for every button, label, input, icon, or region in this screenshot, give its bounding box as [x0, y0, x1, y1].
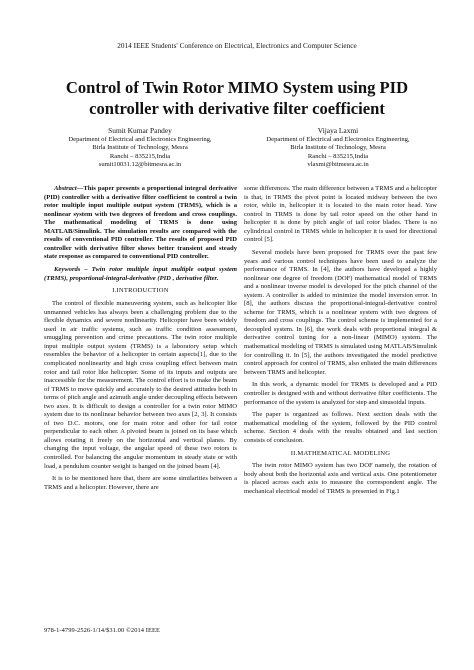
keywords: Keywords – Twin rotor multiple input multiple output system (TRMS), proportional-integral-derivative (PID , derivative filter.: [44, 266, 237, 282]
paragraph: In this work, a dynamic model for TRMS is developed and a PID controller is designed with and without derivative filter coefficients. The performance of the system is analyzed for step and sinusoidal inputs.: [244, 381, 437, 406]
right-column: [244, 185, 437, 501]
author-email: vlaxmi@bitmesra.ac.in: [307, 160, 369, 168]
author-city: Ranchi – 835215,India: [109, 152, 171, 160]
left-column: [44, 185, 237, 497]
abstract-label: Abstract: [54, 185, 77, 192]
author-block-1: [40, 127, 240, 169]
abstract-text: —This paper presents a proportional integral derivative (PID) controller with a derivative filter coefficient to control a twin rotor multiple input multiple output system (TRMS), which is a nonlinear system with two degrees of freedom and cross couplings. The mathematical modeling of TRMS is done using MATLAB/Simulink. The simulation results are compared with the results of conventional PID controller. The results of proposed PID controller with derivative filter shows better transient and steady state response as compared to conventional PID controller.: [44, 185, 237, 261]
abstract: [44, 185, 237, 262]
paragraph: Several models have been proposed for TRMS over the past few years and various control techniques have been used to analyze the performance of TRMS. In [4], the authors have developed a highly nonlinear one degree of freedom (DOF) mathematical model of TRMS and a nonlinear inverse model is developed for the pitch channel of the system. A controller is added to minimize the model inversion error. In [8], the authors discuss the proportional-integral-derivative control scheme for TRMS, which is a nonlinear system with two degrees of freedom and cross couplings. The control scheme is implemented for a decoupled system. In [6], the work deals with proportional integral & derivative control tuning for a non-linear (MIMO) system. The mathematical modeling of TRMS is simulated using MATLAB/Simulink for controlling it. In [5], the authors investigated the model predictive control approach for control of TRMS, also enlisted the main differences between TRMS and helicopter.: [244, 249, 437, 376]
author-institute: Birla Institute of Technology, Mesra: [290, 144, 386, 152]
copyright-footer: 978-1-4799-2526-1/14/$31.00 ©2014 IEEE: [44, 627, 161, 634]
paper-title: Control of Twin Rotor MIMO System using PID controller with derivative filter coefficient: [65, 78, 409, 118]
section-heading-modeling: II.MATHEMATICAL MODELING: [290, 449, 391, 457]
author-block-2: [240, 127, 436, 169]
author-name: Vijaya Laxmi: [317, 126, 359, 135]
author-institute: Birla Institute of Technology, Mesra: [92, 144, 188, 152]
section-heading-introduction: I.INTRODUCTION: [112, 287, 169, 295]
paragraph: some differences. The main difference between a TRMS and a helicopter is that, in TRMS the pivot point is located midway between the two rotor, while in, helicopter it is located to the main rotor head. Yaw control in TRMS is done by tail rotor speed on the other hand in helicopter it is done by pitch angle of tail rotor blades. There is no cylindrical control in TRMS while in helicopter it is used for directional control [5].: [244, 185, 437, 244]
author-email: sumit10031.12@bitmesra.ac.in: [98, 160, 182, 168]
paragraph: It is to be mentioned here that, there are some similarities between a TRMS and a helicopter. However, there are: [44, 475, 237, 491]
author-department: Department of Electrical and Electronics Engineering,: [68, 136, 212, 144]
author-name: Sumit Kumar Pandey: [108, 126, 172, 135]
author-department: Department of Electrical and Electronics Engineering,: [266, 136, 410, 144]
paragraph: The twin rotor MIMO system has two DOF namely, the rotation of body about both the horizontal axis and vertical axis. One potentiometer is placed across each axis to measure the correspondent angle. The mechanical electrical model of TRMS is presented in Fig.1: [244, 462, 437, 495]
paragraph: The control of flexible maneuvering system, such as helicopter like unmanned vehicles has always been a challenging problem due to the flexible dynamics and severe nonlinearity. Helicopter have been widely used in air traffic systems, such as traffic condition assessment, smuggling prevention and crime precautions. The twin rotor multiple input multiple output system (TRMS) is a laboratory setup which resembles the behavior of a helicopter in certain aspects[1], due to the complicated nonlinearity and high cross coupling effect between main rotor and tail rotor like helicopter. Some of its inputs and outputs are inaccessible for the measurement. The control effort is to make the beam of TRMS to move quickly and accurately to the desired attitudes both in terms of pitch angle and azimuth angle under decoupling effects between two axes. It is difficult to design a controller for a twin rotor MIMO system due to its nonlinear behavior between two axes [2, 3]. It consists of two D.C. motors, one for main rotor and other for tail rotor perpendicular to each other. A pivoted beam is joined on its base which allows rotating it freely on the horizontal and vertical planes. By changing the input voltage, the angular speed of these two rotors is controlled. For balancing the angular momentum in steady state or with load, a pendulum counter weight is hanged on the joined beam [4].: [44, 300, 237, 470]
author-city: Ranchi – 835215,India: [307, 152, 369, 160]
conference-header: 2014 IEEE Students' Conference on Electrical, Electronics and Computer Science: [117, 42, 357, 50]
paragraph: The paper is organized as follows. Next section deals with the mathematical modeling of the system, followed by the PID control scheme. Section 4 deals with the results obtained and last section consists of conclusion.: [244, 411, 437, 444]
